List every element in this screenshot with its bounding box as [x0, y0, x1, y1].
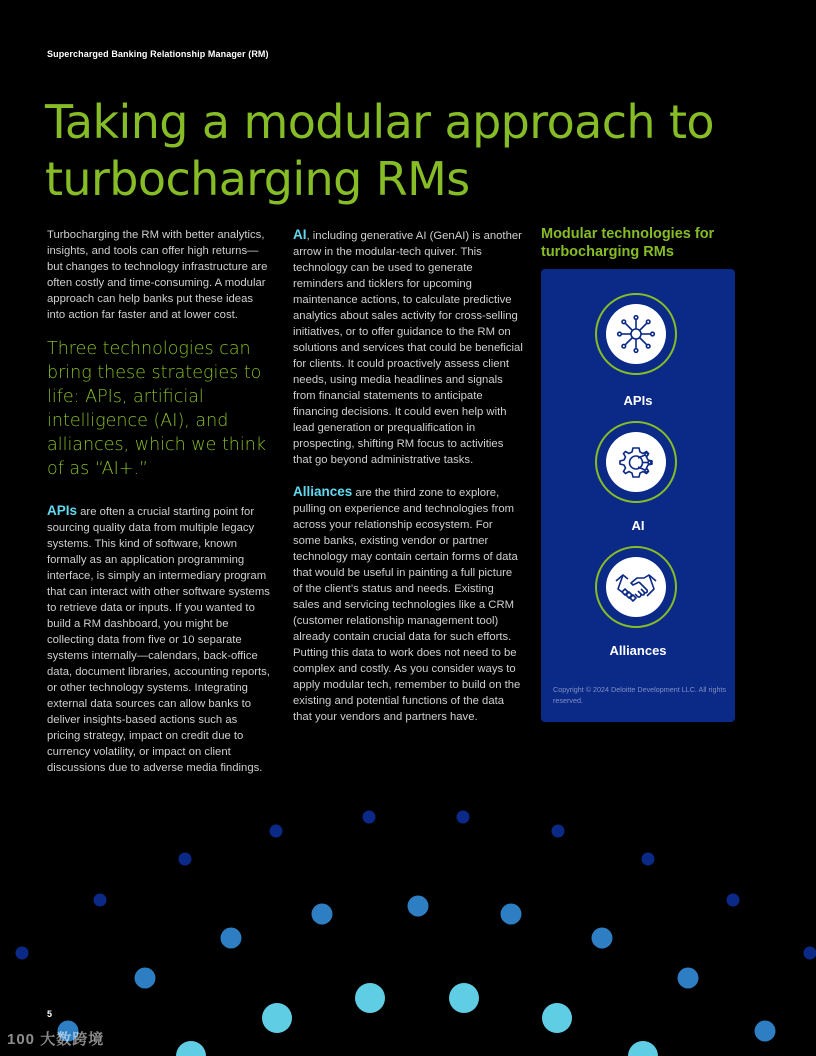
- apis-text: are often a crucial starting point for sourcing quality data from multiple legacy systems. This kind of software, known formally as an application programming interface, is simply an intermediary program that can interact with other software systems to retrieve data or inputs. If you wanted to build a RM dashboard, you might be collecting data from five or 10 separate systems internally—calendars, back-office data, document libraries, accounting reports, or other technology systems. Integrating external data sources can allow banks to deliver insights-based actions such as pricing strategy, impact on credit due to currency volatility, or impact on client discussions due to adverse media findings.: [47, 506, 270, 774]
- dot: [727, 894, 740, 907]
- dot: [552, 825, 565, 838]
- dot: [457, 811, 470, 824]
- apis-keyword: APIs: [47, 503, 78, 518]
- dot: [449, 983, 479, 1013]
- ai-text: , including generative AI (GenAI) is another arrow in the modular-tech quiver. This technology can be used to generate reminders and ticklers for upcoming maintenance actions, to calculate predictive analytics about sales activity for cross-selling initiatives, or to offer guidance to the RM on solutions and services that could be beneficial for clients. It could proactively assess client needs, using media headlines and signals from financial statements to anticipate financing decisions. It could even help with lead generation or prequalification in prospecting, shifting RM focus to activities that go beyond administrative tasks.: [293, 230, 523, 466]
- dot: [176, 1041, 206, 1056]
- dot: [542, 1003, 572, 1033]
- page-title-line1: Taking a modular approach to: [45, 95, 714, 149]
- alliances-keyword: Alliances: [293, 484, 353, 499]
- sidebar-title: Modular technologies for turbocharging RMs: [541, 226, 715, 260]
- dot: [408, 896, 429, 917]
- dot: [628, 1041, 658, 1056]
- intro-paragraph: Turbocharging the RM with better analytics, insights, and tools can offer high returns—but changes to technology infrastructure are often costly and time-consuming. A modular approach can help banks put these ideas into action far faster and at lower cost.: [47, 229, 268, 321]
- alliances-text: are the third zone to explore, pulling on experience and technologies from across your relationship ecosystem. For some banks, existing vendor or partner technology may contain certain forms of data that would be useful in painting a full picture of the client’s status and needs. Existing sales and servicing technologies like a CRM (customer relationship management tool) already contain crucial data for such efforts. Putting this data to work does not need to be complex and costly. As you consider ways to apply modular tech, remember to build on the existing and potential functions of the data that your vendors and partners have.: [293, 487, 521, 723]
- dot: [642, 853, 655, 866]
- dot: [355, 983, 385, 1013]
- dot: [270, 825, 283, 838]
- dot: [221, 928, 242, 949]
- page-number: 5: [47, 1009, 53, 1019]
- pull-quote: Three technologies can bring these strategies to life: APIs, artificial intelligence (AI), and alliances, which we think of as “AI+.”: [47, 339, 266, 479]
- dot: [592, 928, 613, 949]
- ai-label: AI: [631, 518, 645, 533]
- dot: [678, 968, 699, 989]
- dot: [179, 853, 192, 866]
- page-title-line2: turbocharging RMs: [45, 152, 470, 206]
- dot: [16, 947, 29, 960]
- copyright-note: Copyright © 2024 Deloitte Development LLC. All rights reserved.: [553, 685, 727, 705]
- dot: [94, 894, 107, 907]
- dot: [262, 1003, 292, 1033]
- apis-label: APIs: [623, 393, 653, 408]
- dot: [501, 904, 522, 925]
- dot: [312, 904, 333, 925]
- dot: [135, 968, 156, 989]
- watermark: 100 大数跨境: [7, 1031, 105, 1048]
- ai-keyword: AI: [293, 227, 307, 242]
- dot: [363, 811, 376, 824]
- dot: [804, 947, 816, 960]
- alliances-label: Alliances: [609, 643, 667, 658]
- header-label: Supercharged Banking Relationship Manager (RM): [47, 49, 269, 59]
- dot: [755, 1021, 776, 1042]
